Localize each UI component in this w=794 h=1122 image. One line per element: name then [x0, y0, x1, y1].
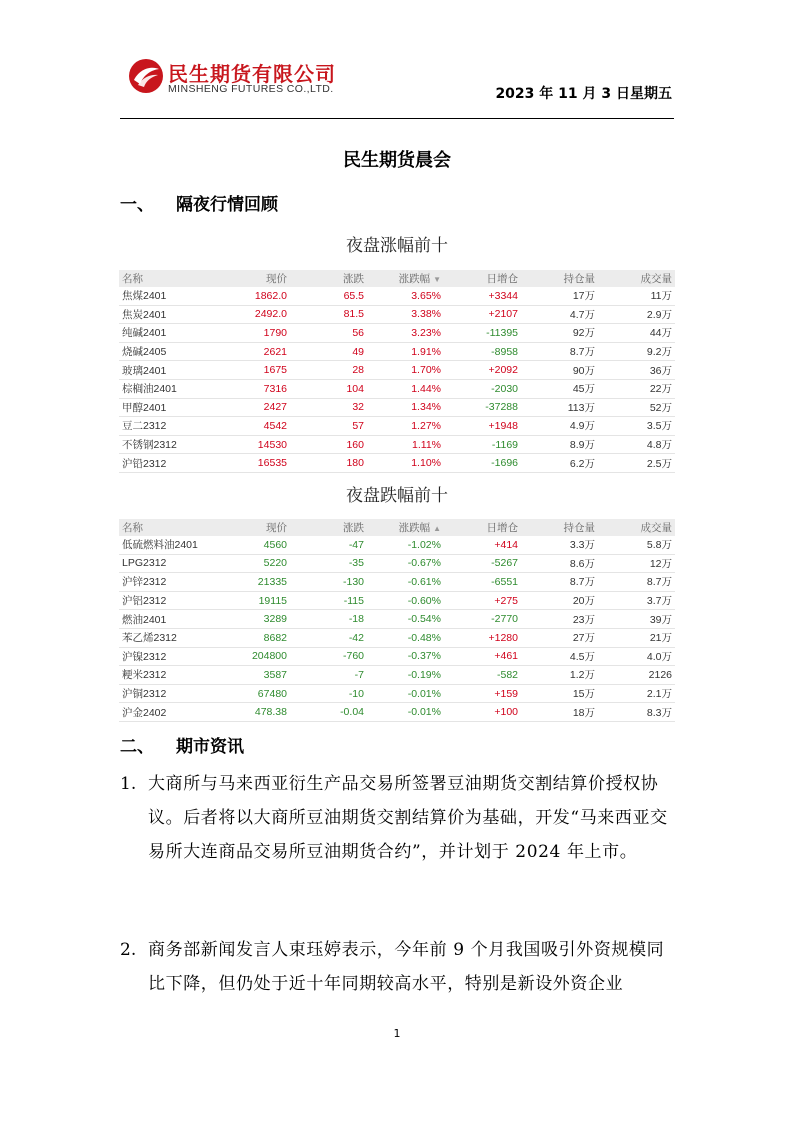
news-item-number: 2.	[120, 940, 137, 960]
cell-change: 65.5	[290, 287, 367, 305]
cell-change: 28	[290, 361, 367, 380]
company-logo-icon	[128, 58, 164, 94]
col-header-volume[interactable]: 成交量	[598, 270, 675, 287]
cell-pct: 1.27%	[367, 417, 444, 436]
table-row[interactable]	[119, 435, 675, 454]
col-header-price[interactable]: 现价	[213, 519, 290, 536]
losers-table-title: 夜盘跌幅前十	[346, 486, 448, 506]
cell-volume: 4.8万	[598, 435, 675, 454]
cell-price: 478.38	[213, 703, 290, 722]
col-header-price[interactable]: 现价	[213, 270, 290, 287]
cell-pct: -0.67%	[367, 554, 444, 573]
col-header-name[interactable]: 名称	[119, 270, 213, 287]
table-row[interactable]	[119, 398, 675, 417]
cell-price: 1862.0	[213, 287, 290, 305]
cell-price: 19115	[213, 591, 290, 610]
cell-price: 2427	[213, 398, 290, 417]
page-number: 1	[393, 1027, 401, 1040]
cell-oi: 20万	[521, 591, 598, 610]
cell-pct: -0.01%	[367, 684, 444, 703]
cell-change: 49	[290, 342, 367, 361]
cell-volume: 52万	[598, 398, 675, 417]
cell-change: 56	[290, 324, 367, 343]
cell-pct: 1.11%	[367, 435, 444, 454]
col-header-change[interactable]: 涨跌	[290, 519, 367, 536]
cell-name: 焦炭2401	[119, 305, 213, 324]
cell-oi-change: +159	[444, 684, 521, 703]
cell-oi: 8.6万	[521, 554, 598, 573]
company-name-en: MINSHENG FUTURES CO.,LTD.	[168, 83, 334, 95]
cell-oi-change: -37288	[444, 398, 521, 417]
section-number: 二、	[120, 737, 154, 757]
cell-pct: -0.37%	[367, 647, 444, 666]
cell-price: 5220	[213, 554, 290, 573]
cell-oi-change: +275	[444, 591, 521, 610]
section-title: 期市资讯	[176, 737, 244, 757]
cell-pct: 1.70%	[367, 361, 444, 380]
cell-oi: 6.2万	[521, 454, 598, 473]
cell-oi-change: +1280	[444, 628, 521, 647]
cell-volume: 44万	[598, 324, 675, 343]
cell-oi: 45万	[521, 379, 598, 398]
cell-pct: -0.48%	[367, 628, 444, 647]
cell-oi: 1.2万	[521, 666, 598, 685]
table-row[interactable]	[119, 647, 675, 666]
table-row[interactable]	[119, 628, 675, 647]
sort-asc-icon: ▲	[433, 524, 441, 533]
cell-name: 沪锌2312	[119, 573, 213, 592]
cell-oi-change: -5267	[444, 554, 521, 573]
cell-volume: 22万	[598, 379, 675, 398]
news-item-number: 1.	[120, 774, 137, 794]
cell-name: 低硫燃料油2401	[119, 536, 213, 554]
cell-oi-change: +414	[444, 536, 521, 554]
news-item-text: 大商所与马来西亚衍生产品交易所签署豆油期货交割结算价授权协议。后者将以大商所豆油期货交割结算价为基础，开发“马来西亚交易所大连商品交易所豆油期货合约”，并计划于 2024 年上市。	[148, 774, 668, 862]
cell-change: -42	[290, 628, 367, 647]
cell-volume: 2.5万	[598, 454, 675, 473]
cell-price: 7316	[213, 379, 290, 398]
cell-change: 57	[290, 417, 367, 436]
cell-name: 甲醇2401	[119, 398, 213, 417]
table-row[interactable]	[119, 591, 675, 610]
cell-oi-change: -2030	[444, 379, 521, 398]
news-item	[120, 767, 676, 869]
table-row[interactable]	[119, 536, 675, 554]
cell-volume: 9.2万	[598, 342, 675, 361]
cell-name: 苯乙烯2312	[119, 628, 213, 647]
table-row[interactable]	[119, 379, 675, 398]
header-divider	[120, 118, 674, 119]
cell-change: 160	[290, 435, 367, 454]
table-row[interactable]	[119, 666, 675, 685]
cell-change: 32	[290, 398, 367, 417]
cell-change: -7	[290, 666, 367, 685]
cell-oi-change: -8958	[444, 342, 521, 361]
document-title: 民生期货晨会	[343, 150, 451, 171]
cell-oi-change: -6551	[444, 573, 521, 592]
col-header-oi[interactable]: 持仓量	[521, 270, 598, 287]
table-row[interactable]	[119, 361, 675, 380]
cell-oi: 90万	[521, 361, 598, 380]
cell-pct: -1.02%	[367, 536, 444, 554]
cell-change: -18	[290, 610, 367, 629]
cell-name: 沪铜2312	[119, 684, 213, 703]
col-header-oi-change[interactable]: 日增仓	[444, 270, 521, 287]
cell-name: 不锈钢2312	[119, 435, 213, 454]
table-header-row	[119, 519, 675, 536]
cell-pct: -0.54%	[367, 610, 444, 629]
table-row[interactable]	[119, 610, 675, 629]
cell-pct: 3.38%	[367, 305, 444, 324]
cell-oi-change: +2107	[444, 305, 521, 324]
cell-pct: -0.01%	[367, 703, 444, 722]
cell-oi-change: -1696	[444, 454, 521, 473]
cell-name: 玻璃2401	[119, 361, 213, 380]
table-row[interactable]	[119, 324, 675, 343]
news-item	[120, 933, 676, 1001]
col-header-pct-label: 涨跌幅	[398, 522, 431, 534]
cell-name: 棕榈油2401	[119, 379, 213, 398]
cell-volume: 12万	[598, 554, 675, 573]
cell-price: 14530	[213, 435, 290, 454]
sort-desc-icon: ▼	[433, 275, 441, 284]
col-header-pct-label: 涨跌幅	[398, 273, 431, 285]
cell-oi-change: +461	[444, 647, 521, 666]
cell-pct: 1.34%	[367, 398, 444, 417]
cell-oi: 4.5万	[521, 647, 598, 666]
gainers-table	[119, 270, 675, 473]
cell-name: 沪金2402	[119, 703, 213, 722]
cell-price: 1675	[213, 361, 290, 380]
table-row[interactable]	[119, 417, 675, 436]
cell-price: 2492.0	[213, 305, 290, 324]
cell-oi-change: -582	[444, 666, 521, 685]
cell-change: -10	[290, 684, 367, 703]
cell-change: -115	[290, 591, 367, 610]
cell-price: 1790	[213, 324, 290, 343]
table-row[interactable]	[119, 684, 675, 703]
table-row[interactable]	[119, 554, 675, 573]
cell-price: 4560	[213, 536, 290, 554]
cell-volume: 36万	[598, 361, 675, 380]
table-row[interactable]	[119, 342, 675, 361]
table-header-row	[119, 270, 675, 287]
losers-table	[119, 519, 675, 722]
cell-pct: 3.65%	[367, 287, 444, 305]
cell-change: 180	[290, 454, 367, 473]
company-name-cn: 民生期货有限公司	[168, 62, 336, 86]
cell-oi: 92万	[521, 324, 598, 343]
cell-name: 焦煤2401	[119, 287, 213, 305]
cell-change: -760	[290, 647, 367, 666]
report-date: 2023 年 11 月 3 日星期五	[495, 86, 672, 102]
cell-volume: 39万	[598, 610, 675, 629]
cell-price: 204800	[213, 647, 290, 666]
cell-change: -47	[290, 536, 367, 554]
cell-pct: 1.44%	[367, 379, 444, 398]
col-header-oi[interactable]: 持仓量	[521, 519, 598, 536]
cell-name: 燃油2401	[119, 610, 213, 629]
cell-volume: 2126	[598, 666, 675, 685]
table-row[interactable]	[119, 305, 675, 324]
cell-volume: 3.5万	[598, 417, 675, 436]
col-header-pct[interactable]	[367, 519, 444, 536]
cell-change: -0.04	[290, 703, 367, 722]
cell-price: 4542	[213, 417, 290, 436]
cell-name: 烧碱2405	[119, 342, 213, 361]
cell-price: 3289	[213, 610, 290, 629]
cell-pct: 1.91%	[367, 342, 444, 361]
cell-name: 粳米2312	[119, 666, 213, 685]
cell-volume: 8.3万	[598, 703, 675, 722]
cell-volume: 2.1万	[598, 684, 675, 703]
cell-change: 81.5	[290, 305, 367, 324]
col-header-name[interactable]: 名称	[119, 519, 213, 536]
section-heading-news	[120, 732, 244, 757]
cell-name: 沪铅2312	[119, 454, 213, 473]
cell-price: 67480	[213, 684, 290, 703]
cell-oi-change: -1169	[444, 435, 521, 454]
table-row[interactable]	[119, 703, 675, 722]
cell-oi: 8.9万	[521, 435, 598, 454]
cell-pct: -0.60%	[367, 591, 444, 610]
cell-change: -35	[290, 554, 367, 573]
cell-oi: 113万	[521, 398, 598, 417]
cell-oi: 23万	[521, 610, 598, 629]
section-title: 隔夜行情回顾	[176, 195, 278, 215]
cell-oi-change: +100	[444, 703, 521, 722]
cell-volume: 8.7万	[598, 573, 675, 592]
section-number: 一、	[120, 195, 154, 215]
cell-change: 104	[290, 379, 367, 398]
cell-name: 豆二2312	[119, 417, 213, 436]
cell-price: 2621	[213, 342, 290, 361]
cell-oi: 4.9万	[521, 417, 598, 436]
cell-name: 纯碱2401	[119, 324, 213, 343]
cell-oi-change: +3344	[444, 287, 521, 305]
cell-pct: 1.10%	[367, 454, 444, 473]
cell-change: -130	[290, 573, 367, 592]
cell-price: 3587	[213, 666, 290, 685]
cell-oi: 18万	[521, 703, 598, 722]
cell-price: 21335	[213, 573, 290, 592]
company-logo	[128, 56, 368, 100]
col-header-change[interactable]: 涨跌	[290, 270, 367, 287]
cell-oi: 17万	[521, 287, 598, 305]
cell-oi: 4.7万	[521, 305, 598, 324]
cell-name: 沪镍2312	[119, 647, 213, 666]
cell-oi: 3.3万	[521, 536, 598, 554]
cell-volume: 21万	[598, 628, 675, 647]
cell-pct: 3.23%	[367, 324, 444, 343]
gainers-table-title: 夜盘涨幅前十	[346, 236, 448, 256]
cell-price: 8682	[213, 628, 290, 647]
col-header-oi-change[interactable]: 日增仓	[444, 519, 521, 536]
cell-oi: 15万	[521, 684, 598, 703]
cell-volume: 4.0万	[598, 647, 675, 666]
cell-price: 16535	[213, 454, 290, 473]
table-row[interactable]	[119, 454, 675, 473]
cell-oi-change: -11395	[444, 324, 521, 343]
table-row[interactable]	[119, 287, 675, 305]
cell-name: 沪铝2312	[119, 591, 213, 610]
cell-name: LPG2312	[119, 554, 213, 573]
cell-oi-change: +1948	[444, 417, 521, 436]
cell-oi: 8.7万	[521, 342, 598, 361]
cell-pct: -0.61%	[367, 573, 444, 592]
news-item-text: 商务部新闻发言人束珏婷表示，今年前 9 个月我国吸引外资规模同比下降，但仍处于近十年同期较高水平，特别是新设外资企业	[148, 940, 665, 994]
col-header-pct[interactable]	[367, 270, 444, 287]
cell-oi-change: +2092	[444, 361, 521, 380]
cell-volume: 5.8万	[598, 536, 675, 554]
cell-pct: -0.19%	[367, 666, 444, 685]
cell-oi: 8.7万	[521, 573, 598, 592]
cell-volume: 2.9万	[598, 305, 675, 324]
cell-oi-change: -2770	[444, 610, 521, 629]
cell-volume: 3.7万	[598, 591, 675, 610]
cell-oi: 27万	[521, 628, 598, 647]
cell-volume: 11万	[598, 287, 675, 305]
table-row[interactable]	[119, 573, 675, 592]
section-heading-overnight	[120, 190, 278, 215]
col-header-volume[interactable]: 成交量	[598, 519, 675, 536]
